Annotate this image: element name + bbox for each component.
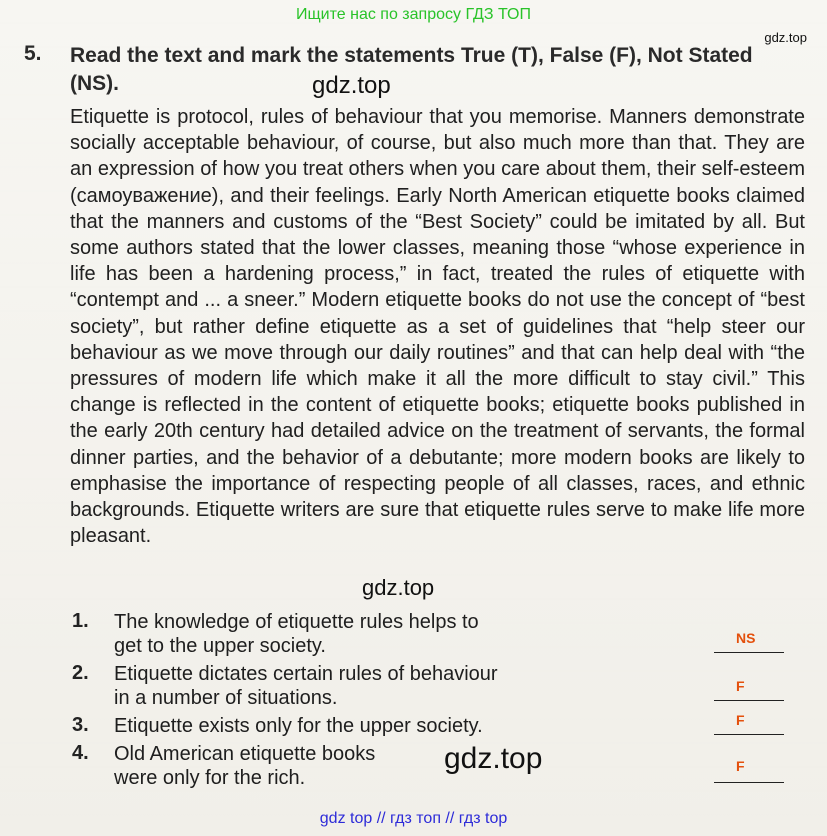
- bottom-banner: gdz top // гдз топ // гдз top: [319, 810, 508, 827]
- answer-mark: F: [736, 758, 745, 774]
- watermark-3: gdz.top: [444, 742, 543, 775]
- statement-item: [24, 714, 794, 742]
- statement-number: 3.: [72, 714, 89, 736]
- statement-number: 2.: [72, 662, 89, 684]
- statement-number: 1.: [72, 610, 89, 632]
- statement-line: Etiquette exists only for the upper society.: [114, 715, 483, 737]
- statement-line: were only for the rich.: [114, 767, 306, 789]
- top-banner: Ищите нас по запросу ГДЗ ТОП: [296, 6, 531, 23]
- statement-item: [24, 742, 794, 794]
- statement-number: 4.: [72, 742, 89, 764]
- answer-line: [714, 734, 784, 735]
- statement-line: in a number of situations.: [114, 687, 338, 709]
- answer-mark: F: [736, 712, 745, 728]
- answer-line: [714, 782, 784, 783]
- answer-line: [714, 652, 784, 653]
- answer-line: [714, 700, 784, 701]
- statement-item: [24, 662, 794, 714]
- statement-text: [114, 662, 584, 710]
- statement-text: [114, 610, 584, 658]
- watermark-2: gdz.top: [362, 575, 435, 600]
- statement-item: [24, 610, 794, 662]
- statements-list: [24, 610, 794, 794]
- exercise-number: 5.: [24, 42, 42, 65]
- watermark-1: gdz.top: [312, 72, 391, 99]
- statement-line: Etiquette dictates certain rules of behaviour: [114, 663, 498, 685]
- answer-mark: F: [736, 678, 745, 694]
- exercise-instruction: Read the text and mark the statements True (T), False (F), Not Stated (NS).: [70, 44, 753, 95]
- statement-line: Old American etiquette books: [114, 743, 376, 765]
- watermark-small: gdz.top: [764, 30, 807, 45]
- reading-passage: Etiquette is protocol, rules of behaviour that you memorise. Manners demonstrate socially acceptable behaviour, of course, but also much more than that. They are an expression of how you treat others when you care about them, their self-esteem (самоуважение), and their feelings. Early North American etiquette books claimed that the manners and customs of the “Best Society” could be imitated by all. But some authors stated that the lower classes, meaning those “whose experience in life has been a hardening process,” in fact, treated the rules of etiquette with “contempt and ... a sneer.” Modern etiquette books do not use the concept of “best society”, but rather define etiquette as a set of guidelines that “help steer our behaviour as we move through our daily routines” and that can help deal with “the pressures of modern life which make it all the more difficult to stay civil.” This change is reflected in the content of etiquette books; etiquette books published in the early 20th century had detailed advice on the treatment of servants, the formal dinner parties, and the behavior of a debutante; more modern books are likely to emphasise the importance of respecting people of all classes, races, and ethnic backgrounds. Etiquette writers are sure that etiquette rules serve to make life more pleasant.: [70, 106, 805, 548]
- statement-line: get to the upper society.: [114, 635, 326, 657]
- statement-text: [114, 714, 584, 738]
- statement-line: The knowledge of etiquette rules helps to: [114, 611, 479, 633]
- answer-mark: NS: [736, 630, 756, 646]
